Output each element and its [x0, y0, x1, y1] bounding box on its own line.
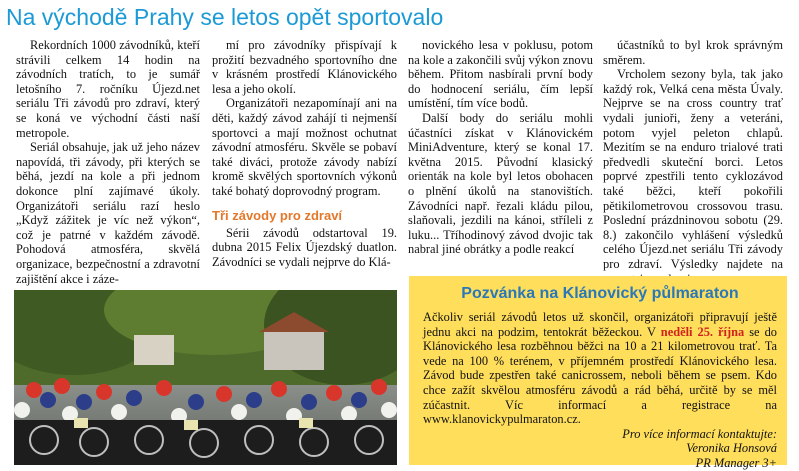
- paragraph: novického lesa v poklusu, potom na kole a zakončili svůj výkon znovu během. Přitom nasbírali první body do hodnocení seriálu, čím lepší umístění, tím více bodů.: [408, 38, 593, 111]
- article-column-4: [603, 38, 783, 286]
- article-column-2: [212, 38, 397, 269]
- invitation-text-start: Ačkoliv seriál závodů letos už skončil, organizátoři připravují ještě jednu akci na podzim, tentokrát běžeckou. V: [423, 310, 777, 339]
- article-column-1: [16, 38, 200, 286]
- race-start-photo: [14, 290, 397, 465]
- invitation-text-end: se do Klánovického lesa rozběhnou běžci na 10 a 21 kilometrovou trať. Ta vede na 100 % terénem, v příjemném prostředí Klánovického lesa. Závod bude zpestřen také canicrossem, neboli během se psem. Kdo chce zažít skvělou atmosféru závodů a rád běhá, určitě by se měl zúčastnit. Víc informací a registrace na www.klanovickypulmaraton.cz.: [423, 324, 777, 427]
- paragraph: Vrcholem sezony byla, tak jako každý rok, Velká cena města Úvaly. Nejprve se na cross country trať vydali junioři, ženy a veteráni, potom vyjel peleton chlapů. Mezitím se na enduro trialové trati předvedli skuteční borci. Letos poprvé zpestřili tento cyklozávod také běžci, kteří pokořili pětikilometrovou crossovou trasu. Poslední prázdninovou sobotu (29. 8.) zakončilo vyhlášení výsledků celého Újezd.net seriálu Tři závody pro zdraví. Výsledky najdete na: [603, 67, 783, 271]
- paragraph: účastníků to byl krok správným směrem.: [603, 38, 783, 67]
- article-headline: Na východě Prahy se letos opět sportovalo: [6, 4, 444, 30]
- paragraph: Sérii závodů odstartoval 19. dubna 2015 Felix Újezdský duatlon. Závodníci se vydali nejprve do Klá-: [212, 225, 397, 269]
- contact-label: Pro více informací kontaktujte:: [622, 426, 777, 441]
- paragraph: Seriál obsahuje, jak už jeho název napovídá, tři závody, při kterých se běhá, jezdí na kole a při jednom dokonce plní zajímavé úkoly. Organizátoři seriálu razí heslo „Když zážitek je víc než výkon“, což je patrné v každém závodě. Pohodová atmosféra, skvělá organizace, bezpečnostní a zdravotní zajištění akce i záze-: [16, 140, 200, 286]
- paragraph: Rekordních 1000 závodníků, kteří strávili celkem 14 hodin na závodních tratích, to je sumář letošního 7. ročníku Újezd.net seriálu Tři závodů pro zdraví, který se koná ve východní části naší metropole.: [16, 38, 200, 140]
- article-column-3: [408, 38, 593, 257]
- event-date-highlight: neděli 25. října: [660, 324, 745, 339]
- invitation-title: Pozvánka na Klánovický půlmaraton: [461, 285, 739, 302]
- contact-role: PR Manager 3+: [695, 455, 777, 470]
- paragraph: mí pro závodníky přispívají k prožití bezvadného sportovního dne v krásném prostředí Klánovického lesa a jeho okolí.: [212, 38, 397, 96]
- invitation-box: [409, 276, 787, 470]
- paragraph: Organizátoři nezapomínají ani na děti, každý závod zahájí ti nejmenší sportovci a mají možnost ochutnat závodní atmosféru. Skvěle se pobaví také diváci, protože závody nabízí kromě skvělých sportovních výkonů také bohatý doprovodný program.: [212, 96, 397, 198]
- paragraph: Další body do seriálu mohli účastníci získat v Klánovickém MiniAdventure, který se konal 17. května 2015. Původní klasický orienták na kole byl letos obohacen o plnění úkolů na stanovištích. Závodníci např. řezali kládu pilou, slaňovali, jezdili na kánoi, stříleli z luku... Tříhodinový závod dvojic tak nabral jiné obrátky a podle reakcí: [408, 110, 593, 257]
- contact-name: Veronika Honsová: [686, 441, 777, 456]
- invitation-text: [423, 310, 777, 427]
- section-subheading: Tři závody pro zdraví: [212, 207, 343, 223]
